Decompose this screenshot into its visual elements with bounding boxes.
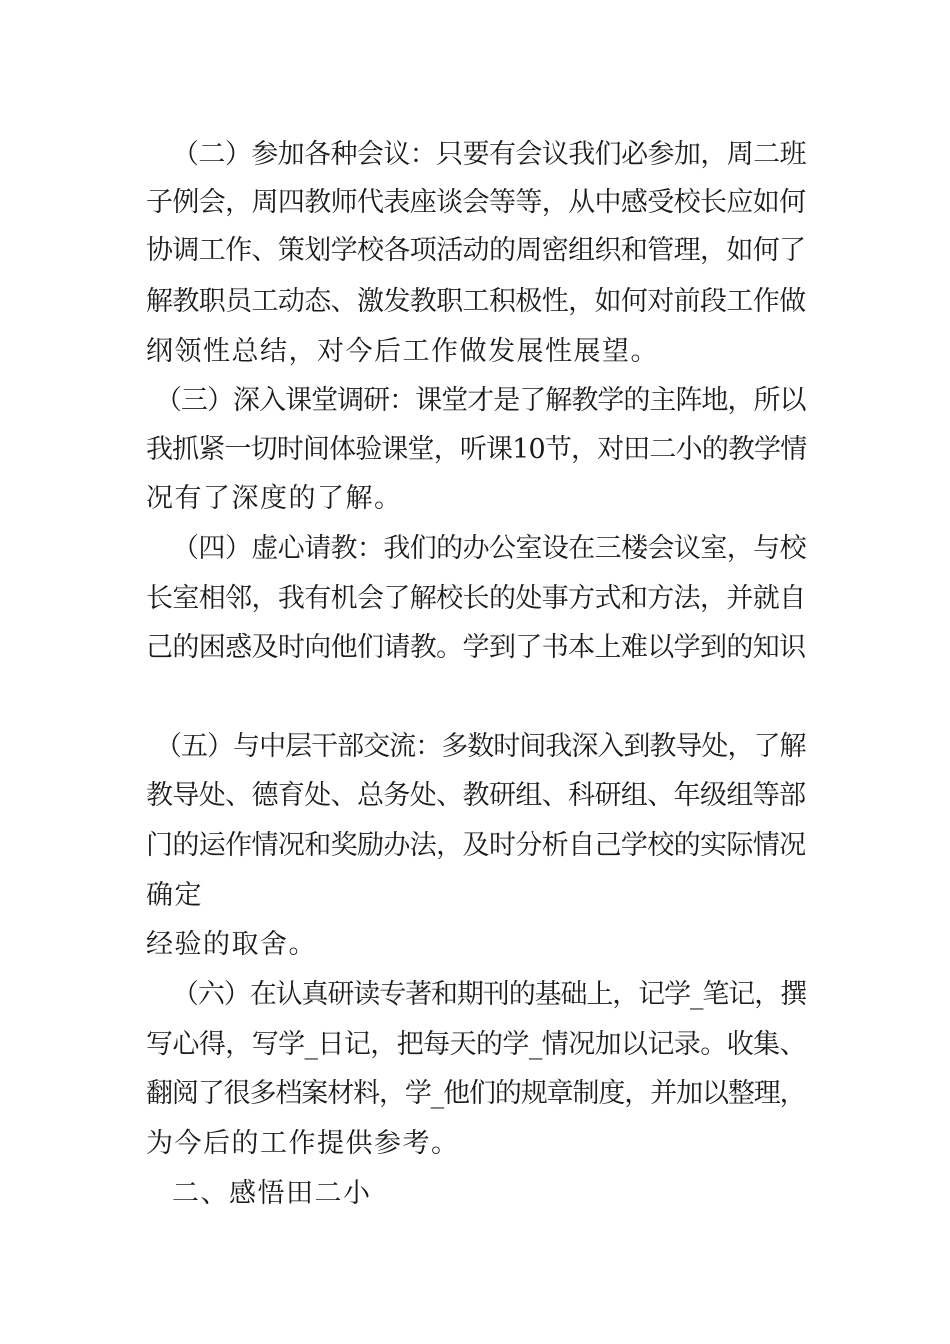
paragraph-5-line-1: （五）与中层干部交流：多数时间我深入到教导处，了解 <box>155 731 806 762</box>
paragraph-5-line-2: 教导处、德育处、总务处、教研组、科研组、年级组等部 <box>146 780 806 811</box>
paragraph-6-line-3: 翻阅了很多档案材料，学_他们的规章制度，并加以整理， <box>146 1078 806 1109</box>
paragraph-5-line-4: 确定 <box>146 880 203 911</box>
section-heading: 二、感悟田二小 <box>172 1178 372 1209</box>
paragraph-6-line-2: 写心得，写学_日记，把每天的学_情况加以记录。收集、 <box>146 1029 806 1060</box>
paragraph-6-line-1: （六）在认真研读专著和期刊的基础上，记学_笔记，撰 <box>172 979 806 1010</box>
paragraph-4-line-1: （四）虚心请教：我们的办公室设在三楼会议室，与校 <box>172 533 806 564</box>
paragraph-4-line-3: 己的困惑及时向他们请教。学到了书本上难以学到的知识 <box>146 632 806 663</box>
paragraph-3-line-2: 我抓紧一切时间体验课堂，听课10节，对田二小的教学情 <box>146 434 807 465</box>
paragraph-3-line-3: 况有了深度的了解。 <box>146 483 403 514</box>
paragraph-2-line-4: 解教职员工动态、激发教职工积极性，如何对前段工作做 <box>146 286 806 317</box>
paragraph-2-line-5: 纲领性总结，对今后工作做发展性展望。 <box>146 336 659 367</box>
paragraph-2-line-2: 子例会，周四教师代表座谈会等等，从中感受校长应如何 <box>146 187 806 218</box>
paragraph-2-line-1: （二）参加各种会议：只要有会议我们必参加，周二班 <box>172 139 806 170</box>
paragraph-3-line-1: （三）深入课堂调研：课堂才是了解教学的主阵地，所以 <box>155 385 806 416</box>
paragraph-5-line-5: 经验的取舍。 <box>146 929 317 960</box>
paragraph-6-line-4: 为今后的工作提供参考。 <box>146 1128 460 1159</box>
paragraph-2-line-3: 协调工作、策划学校各项活动的周密组织和管理，如何了 <box>146 235 806 266</box>
paragraph-5-line-3: 门的运作情况和奖励办法，及时分析自己学校的实际情况 <box>146 830 806 861</box>
paragraph-4-line-2: 长室相邻，我有机会了解校长的处事方式和方法，并就自 <box>146 583 806 614</box>
